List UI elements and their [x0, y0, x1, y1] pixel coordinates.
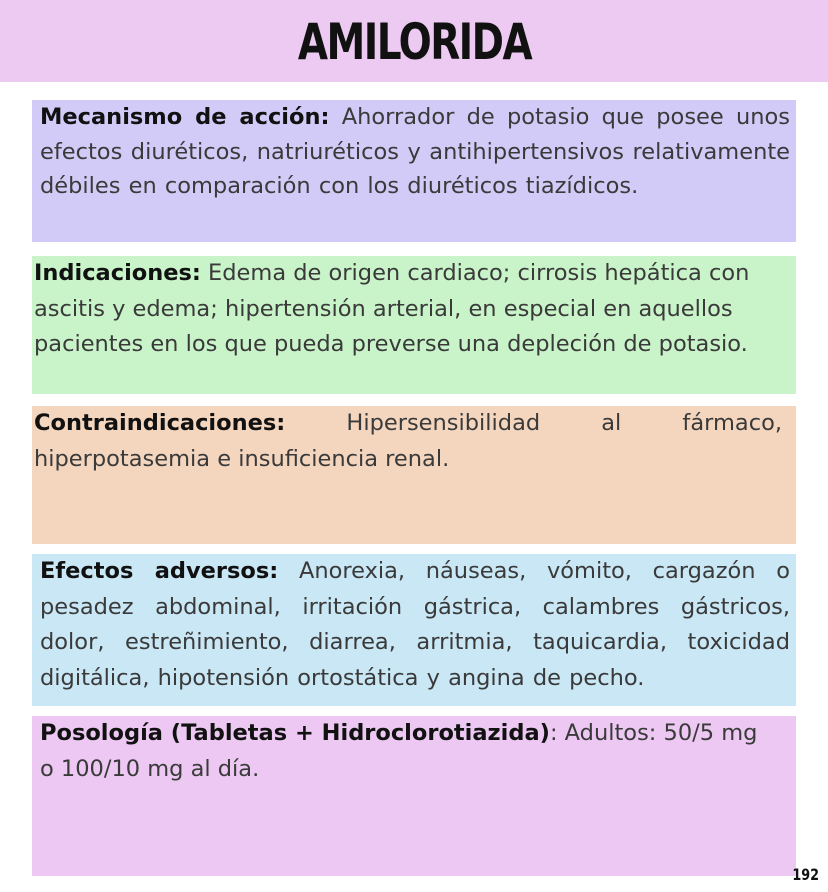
- contraindicaciones-section: [32, 406, 796, 544]
- page-title: AMILORIDA: [297, 13, 531, 71]
- efectos-text: Anorexia, náuseas, vómito, cargazón o pesadez abdominal, irritación gástrica, calambres gástricos, dolor, estreñimiento, diarrea, arritmia, taquicardia, toxicidad digitálica, hipotensión ortostática y angina de pecho.: [40, 558, 790, 691]
- mecanismo-section: [32, 100, 796, 242]
- indicaciones-section: [32, 256, 796, 394]
- efectos-label: Efectos adversos:: [40, 558, 279, 584]
- posologia-label: Posología (Tabletas + Hidroclorotiazida): [40, 720, 550, 746]
- contraindicaciones-label: Contraindicaciones:: [34, 410, 286, 436]
- posologia-section: [32, 716, 796, 876]
- contraindicaciones-text: Hipersensibilidad al fármaco, hiperpotasemia e insuficiencia renal.: [34, 410, 782, 472]
- indicaciones-label: Indicaciones:: [34, 260, 201, 286]
- mecanismo-label: Mecanismo de acción:: [40, 104, 330, 130]
- posologia-text: : Adultos: 50/5 mg o 100/10 mg al día.: [40, 720, 758, 782]
- efectos-section: [32, 554, 796, 706]
- indicaciones-text: Edema de origen cardiaco; cirrosis hepática con ascitis y edema; hipertensión arterial, en especial en aquellos pacientes en los que pueda preverse una depleción de potasio.: [34, 260, 750, 357]
- title-banner: [0, 0, 828, 82]
- page-number: 192: [791, 865, 819, 884]
- mecanismo-text: Ahorrador de potasio que posee unos efectos diuréticos, natriuréticos y antihipertensivos relativamente débiles en comparación con los diuréticos tiazídicos.: [40, 104, 790, 199]
